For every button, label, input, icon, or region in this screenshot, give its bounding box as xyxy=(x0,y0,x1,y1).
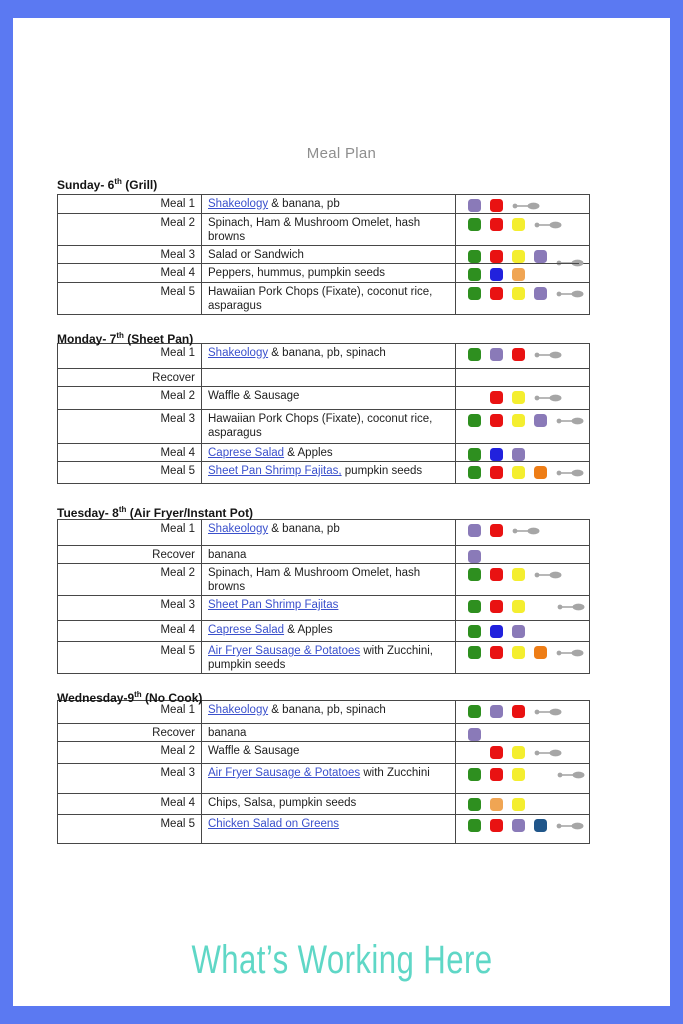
container-icon-green xyxy=(468,646,481,659)
container-icons xyxy=(456,520,589,537)
container-icons xyxy=(456,195,589,212)
meal-row xyxy=(58,546,590,564)
meal-label-cell xyxy=(58,214,202,246)
icons-cell xyxy=(456,764,590,794)
container-icon-green xyxy=(468,798,481,811)
container-icon-yellow xyxy=(512,600,525,613)
icons-cell xyxy=(456,564,590,596)
container-icon-purple xyxy=(468,728,481,741)
spoon-icon xyxy=(534,707,562,717)
meal-label-cell xyxy=(58,642,202,674)
ordinal-suffix: th xyxy=(134,690,142,699)
container-icon-red xyxy=(490,250,503,263)
container-icon-yellow xyxy=(512,466,525,479)
day-header xyxy=(57,328,568,346)
meal-label: Meal 5 xyxy=(160,465,195,477)
container-icon-red xyxy=(490,600,503,613)
container-icon-green xyxy=(468,268,481,281)
meal-desc-cell xyxy=(202,701,456,724)
spoon-icon xyxy=(512,201,540,211)
meal-desc-cell xyxy=(202,520,456,546)
container-icon-dark_blue xyxy=(534,819,547,832)
container-icon-yellow xyxy=(512,391,525,404)
meal-row xyxy=(58,815,590,844)
container-icon-purple xyxy=(468,550,481,563)
meal-row xyxy=(58,264,590,283)
page-title: Meal Plan xyxy=(306,145,377,162)
meal-label: Meal 4 xyxy=(160,267,195,279)
container-icon-red xyxy=(490,819,503,832)
meal-desc-cell xyxy=(202,621,456,642)
meal-label-cell xyxy=(58,621,202,642)
meal-desc-cell xyxy=(202,369,456,387)
container-icon-green xyxy=(468,819,481,832)
desc-text: Hawaiian Pork Chops (Fixate), coconut rice, asparagus xyxy=(208,286,433,312)
meal-label: Meal 1 xyxy=(160,523,195,535)
spoon-icon xyxy=(556,648,584,658)
container-icon-purple xyxy=(534,287,547,300)
meal-row xyxy=(58,369,590,387)
desc-text: pumpkin seeds xyxy=(341,465,423,477)
container-icon-red xyxy=(490,466,503,479)
meal-desc-cell xyxy=(202,410,456,444)
container-icon-green xyxy=(468,414,481,427)
meal-desc-cell xyxy=(202,546,456,564)
day-header-text: (Air Fryer/Instant Pot) xyxy=(126,506,254,520)
desc-text: & Apples xyxy=(284,447,333,459)
spoon-icon xyxy=(556,468,584,478)
meal-label: Meal 4 xyxy=(160,797,195,809)
meal-label-cell xyxy=(58,387,202,410)
container-icons xyxy=(456,546,589,563)
container-icon-green xyxy=(468,287,481,300)
recipe-link[interactable]: Shakeology xyxy=(208,198,269,210)
icons-cell xyxy=(456,195,590,214)
ordinal-suffix: th xyxy=(116,331,124,340)
meal-label-cell xyxy=(58,264,202,283)
empty-slot xyxy=(468,390,481,403)
icons-cell xyxy=(456,701,590,724)
meal-label: Meal 2 xyxy=(160,390,195,402)
day-header xyxy=(57,174,568,192)
meal-label: Meal 3 xyxy=(160,767,195,779)
spoon-icon xyxy=(557,770,585,780)
meal-label-cell xyxy=(58,546,202,564)
container-icon-yellow xyxy=(512,568,525,581)
meal-row xyxy=(58,794,590,815)
desc-text: & Apples xyxy=(284,624,333,636)
recipe-link[interactable]: Shakeology xyxy=(208,704,269,716)
meal-desc-cell xyxy=(202,214,456,246)
meal-label: Meal 5 xyxy=(160,286,195,298)
day-header-text: Monday- 7 xyxy=(57,332,117,346)
container-icon-red xyxy=(490,391,503,404)
meal-desc-cell xyxy=(202,195,456,214)
ordinal-suffix: th xyxy=(114,177,122,186)
day-section-wednesday xyxy=(57,687,568,844)
day-header xyxy=(57,502,568,520)
recipe-link[interactable]: Caprese Salad xyxy=(208,624,285,636)
meal-desc-cell xyxy=(202,246,456,264)
document-page xyxy=(13,18,670,1006)
container-icons xyxy=(456,246,589,263)
container-icon-purple xyxy=(468,199,481,212)
meal-desc-cell xyxy=(202,596,456,621)
meal-table xyxy=(57,343,590,484)
icons-cell xyxy=(456,596,590,621)
meal-label-cell xyxy=(58,444,202,462)
container-icon-green xyxy=(468,218,481,231)
day-header-text: (No Cook) xyxy=(141,691,203,705)
meal-desc-cell xyxy=(202,264,456,283)
container-icons xyxy=(456,742,589,759)
meal-label: Meal 5 xyxy=(160,645,195,657)
recipe-link[interactable]: Chicken Salad on Greens xyxy=(208,818,340,830)
meal-label: Meal 1 xyxy=(160,704,195,716)
desc-text: Hawaiian Pork Chops (Fixate), coconut rice, asparagus xyxy=(208,413,433,439)
meal-table xyxy=(57,194,590,315)
meal-desc-cell xyxy=(202,387,456,410)
desc-text: & banana, pb xyxy=(268,523,340,535)
day-header-text: (Grill) xyxy=(121,178,158,192)
desc-text: Salad or Sandwich xyxy=(208,249,304,261)
meal-desc-cell xyxy=(202,742,456,764)
container-icon-yellow xyxy=(512,414,525,427)
container-icons xyxy=(456,642,589,659)
icons-cell xyxy=(456,410,590,444)
container-icons xyxy=(456,410,589,427)
container-icon-green xyxy=(468,768,481,781)
container-icon-orange_light xyxy=(490,798,503,811)
container-icon-purple xyxy=(512,448,525,461)
container-icon-purple xyxy=(512,625,525,638)
container-icons xyxy=(456,283,589,300)
meal-label-cell xyxy=(58,564,202,596)
container-icons xyxy=(456,621,589,638)
spoon-icon xyxy=(534,350,562,360)
meal-row xyxy=(58,621,590,642)
meal-label-cell xyxy=(58,815,202,844)
container-icon-green xyxy=(468,705,481,718)
spoon-icon xyxy=(556,821,584,831)
meal-label: Recover xyxy=(152,549,195,561)
meal-row xyxy=(58,520,590,546)
container-icon-yellow xyxy=(512,768,525,781)
icon-gap xyxy=(534,599,548,600)
meal-desc-cell xyxy=(202,344,456,369)
spoon-icon xyxy=(556,289,584,299)
meal-label: Meal 2 xyxy=(160,567,195,579)
desc-text: & banana, pb xyxy=(268,198,340,210)
meal-row xyxy=(58,214,590,246)
meal-label-cell xyxy=(58,369,202,387)
meal-label: Recover xyxy=(152,727,195,739)
icons-cell xyxy=(456,546,590,564)
meal-row xyxy=(58,596,590,621)
icons-cell xyxy=(456,742,590,764)
meal-label: Recover xyxy=(152,372,195,384)
container-icon-red xyxy=(490,218,503,231)
meal-row xyxy=(58,344,590,369)
container-icon-green xyxy=(468,568,481,581)
container-icon-blue xyxy=(490,448,503,461)
recipe-link[interactable]: Shakeology xyxy=(208,523,269,535)
desc-text: Waffle & Sausage xyxy=(208,745,300,757)
container-icons xyxy=(456,462,589,479)
desc-text: with Zucchini, pumpkin seeds xyxy=(208,645,433,671)
meal-row xyxy=(58,564,590,596)
container-icon-green xyxy=(468,625,481,638)
container-icon-red xyxy=(490,524,503,537)
spoon-icon xyxy=(556,416,584,426)
meal-label: Meal 1 xyxy=(160,198,195,210)
icons-cell xyxy=(456,444,590,462)
container-icons xyxy=(456,764,589,781)
meal-row xyxy=(58,764,590,794)
container-icon-green xyxy=(468,250,481,263)
spoon-icon xyxy=(534,570,562,580)
spoon-icon xyxy=(534,393,562,403)
meal-row xyxy=(58,742,590,764)
spoon-icon xyxy=(512,526,540,536)
empty-slot xyxy=(468,745,481,758)
day-header-text: Wednesday-9 xyxy=(57,691,135,705)
meal-label: Meal 2 xyxy=(160,745,195,757)
meal-desc-cell xyxy=(202,283,456,315)
container-icon-yellow xyxy=(512,746,525,759)
day-header-text: Tuesday- 8 xyxy=(57,506,119,520)
container-icon-purple xyxy=(534,414,547,427)
meal-row xyxy=(58,462,590,484)
meal-desc-cell xyxy=(202,764,456,794)
container-icon-green xyxy=(468,448,481,461)
container-icon-red xyxy=(512,705,525,718)
meal-label-cell xyxy=(58,462,202,484)
meal-label-cell xyxy=(58,794,202,815)
container-icon-red xyxy=(490,646,503,659)
meal-row xyxy=(58,724,590,742)
meal-row xyxy=(58,246,590,264)
meal-desc-cell xyxy=(202,462,456,484)
icons-cell xyxy=(456,520,590,546)
footer-brand-text: What’s Working Here xyxy=(190,938,493,982)
meal-label-cell xyxy=(58,520,202,546)
recipe-link[interactable]: Air Fryer Sausage & Potatoes xyxy=(208,645,361,657)
container-icon-red xyxy=(490,199,503,212)
icons-cell xyxy=(456,214,590,246)
day-section-sunday xyxy=(57,174,568,315)
recipe-link[interactable]: Shakeology xyxy=(208,347,269,359)
meal-desc-cell xyxy=(202,564,456,596)
desc-text: & banana, pb, spinach xyxy=(268,704,386,716)
desc-text: & banana, pb, spinach xyxy=(268,347,386,359)
meal-label-cell xyxy=(58,246,202,264)
desc-text: Peppers, hummus, pumpkin seeds xyxy=(208,267,386,279)
icons-cell xyxy=(456,642,590,674)
meal-desc-cell xyxy=(202,724,456,742)
container-icon-green xyxy=(468,466,481,479)
desc-text: banana xyxy=(208,549,247,561)
container-icons xyxy=(456,564,589,581)
meal-table xyxy=(57,700,590,844)
day-section-monday xyxy=(57,328,568,484)
spoon-icon xyxy=(557,602,585,612)
meal-label: Meal 4 xyxy=(160,624,195,636)
icons-cell xyxy=(456,815,590,844)
meal-label: Meal 3 xyxy=(160,599,195,611)
day-section-tuesday xyxy=(57,502,568,674)
container-icons xyxy=(456,724,589,741)
meal-row xyxy=(58,283,590,315)
icons-cell xyxy=(456,794,590,815)
container-icons xyxy=(456,387,589,404)
icons-cell xyxy=(456,621,590,642)
container-icon-yellow xyxy=(512,646,525,659)
container-icons xyxy=(456,794,589,811)
icons-cell xyxy=(456,344,590,369)
container-icon-red xyxy=(490,768,503,781)
meal-label-cell xyxy=(58,742,202,764)
meal-label-cell xyxy=(58,195,202,214)
container-icon-purple xyxy=(512,819,525,832)
meal-row xyxy=(58,642,590,674)
container-icon-blue xyxy=(490,268,503,281)
meal-label-cell xyxy=(58,283,202,315)
container-icon-red xyxy=(490,287,503,300)
recipe-link[interactable]: Caprese Salad xyxy=(208,447,285,459)
container-icons xyxy=(456,815,589,832)
icons-cell xyxy=(456,283,590,315)
meal-label-cell xyxy=(58,724,202,742)
icon-gap xyxy=(534,767,548,768)
meal-label-cell xyxy=(58,596,202,621)
container-icon-green xyxy=(468,348,481,361)
container-icons xyxy=(456,344,589,361)
footer-brand xyxy=(13,936,670,984)
container-icons xyxy=(456,369,589,372)
icons-cell xyxy=(456,462,590,484)
ordinal-suffix: th xyxy=(118,505,127,514)
meal-row xyxy=(58,410,590,444)
container-icon-yellow xyxy=(512,218,525,231)
spoon-icon xyxy=(534,748,562,758)
desc-text: Chips, Salsa, pumpkin seeds xyxy=(208,797,357,809)
meal-label: Meal 1 xyxy=(160,347,195,359)
desc-text: Spinach, Ham & Mushroom Omelet, hash browns xyxy=(208,217,421,243)
meal-row xyxy=(58,387,590,410)
container-icon-orange xyxy=(534,466,547,479)
desc-text: banana xyxy=(208,727,247,739)
container-icon-red xyxy=(490,414,503,427)
desc-text: with Zucchini xyxy=(360,767,430,779)
container-icon-purple xyxy=(534,250,547,263)
container-icon-purple xyxy=(490,705,503,718)
container-icon-yellow xyxy=(512,250,525,263)
meal-label-cell xyxy=(58,410,202,444)
meal-label-cell xyxy=(58,344,202,369)
meal-row xyxy=(58,444,590,462)
icons-cell xyxy=(456,387,590,410)
icons-cell xyxy=(456,369,590,387)
meal-label: Meal 3 xyxy=(160,249,195,261)
container-icon-purple xyxy=(490,348,503,361)
meal-table xyxy=(57,519,590,674)
desc-text: Spinach, Ham & Mushroom Omelet, hash browns xyxy=(208,567,421,593)
meal-desc-cell xyxy=(202,444,456,462)
meal-label: Meal 2 xyxy=(160,217,195,229)
container-icons xyxy=(456,214,589,231)
container-icon-yellow xyxy=(512,798,525,811)
recipe-link[interactable]: Sheet Pan Shrimp Fajitas, xyxy=(208,465,342,477)
container-icon-purple xyxy=(468,524,481,537)
container-icons xyxy=(456,701,589,718)
container-icon-blue xyxy=(490,625,503,638)
recipe-link[interactable]: Air Fryer Sausage & Potatoes xyxy=(208,767,361,779)
meal-row xyxy=(58,195,590,214)
day-header-text: (Sheet Pan) xyxy=(123,332,194,346)
meal-label: Meal 5 xyxy=(160,818,195,830)
meal-label-cell xyxy=(58,764,202,794)
container-icon-yellow xyxy=(512,287,525,300)
container-icon-red xyxy=(490,568,503,581)
desc-text: Waffle & Sausage xyxy=(208,390,300,402)
meal-label: Meal 4 xyxy=(160,447,195,459)
stray-line xyxy=(517,263,579,264)
meal-desc-cell xyxy=(202,815,456,844)
meal-desc-cell xyxy=(202,794,456,815)
recipe-link[interactable]: Sheet Pan Shrimp Fajitas xyxy=(208,599,339,611)
day-header-text: Sunday- 6 xyxy=(57,178,115,192)
container-icon-orange xyxy=(534,646,547,659)
container-icons xyxy=(456,444,589,461)
container-icon-orange_light xyxy=(512,268,525,281)
container-icon-red xyxy=(490,746,503,759)
container-icon-red xyxy=(512,348,525,361)
icons-cell xyxy=(456,724,590,742)
icons-cell xyxy=(456,246,590,264)
spoon-icon xyxy=(534,220,562,230)
container-icons xyxy=(456,596,589,613)
meal-label: Meal 3 xyxy=(160,413,195,425)
container-icon-green xyxy=(468,600,481,613)
meal-row xyxy=(58,701,590,724)
meal-desc-cell xyxy=(202,642,456,674)
